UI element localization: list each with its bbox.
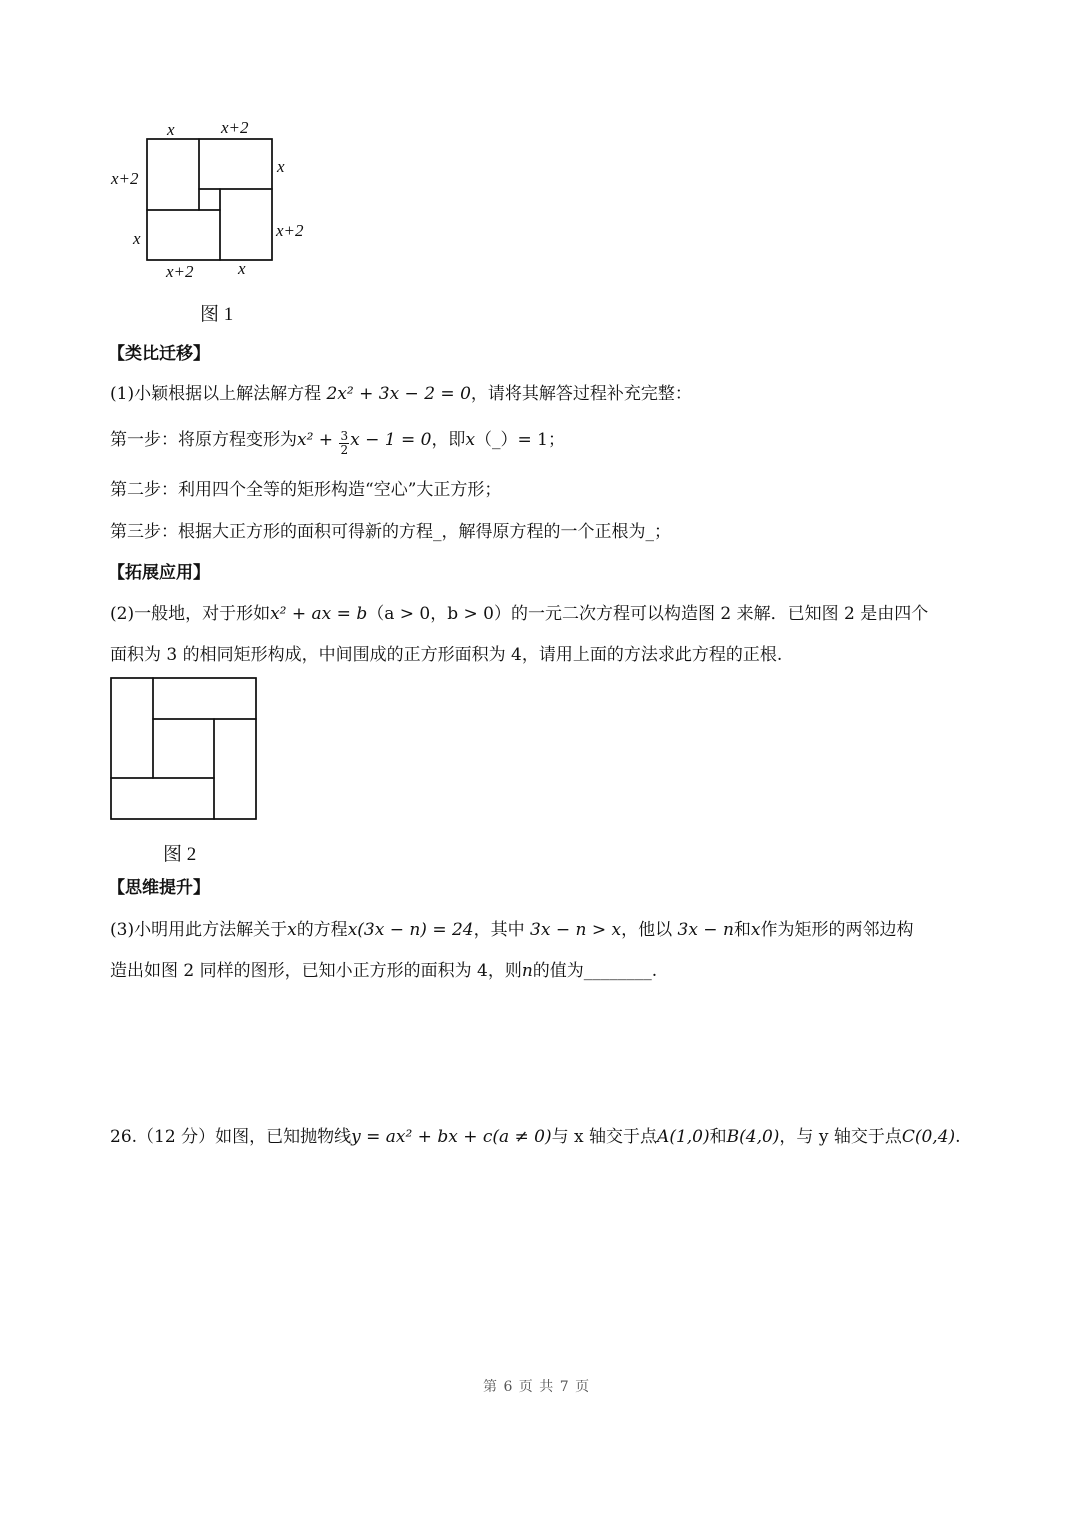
fig2-rect-bottom-right [214, 719, 256, 819]
fig1-label-right-upper: x [277, 157, 285, 176]
q26-point-c: C(0,4) [901, 1127, 956, 1147]
fig2-rect-top-left [111, 678, 153, 778]
q3-part-b: 的方程 [296, 920, 348, 940]
fig1-rect-bottom-left [147, 210, 220, 260]
step-3: 第三步：根据大正方形的面积可得新的方程_，解得原方程的一个正根为_； [110, 522, 671, 542]
step1-middle: ，即 [431, 430, 466, 450]
q2-condition: （a > 0，b > 0） [367, 604, 511, 624]
step-2: 第二步：利用四个全等的矩形构造“空心”大正方形； [110, 480, 502, 500]
step1-frac-num: 3 [340, 429, 349, 443]
q2-prefix: (2)一般地，对于形如 [110, 604, 271, 624]
fig1-label-top-left: x [167, 120, 175, 139]
heading-extension: 【拓展应用】 [108, 563, 210, 583]
q26-point-b: B(4,0) [726, 1127, 780, 1147]
question-26 [110, 1125, 961, 1149]
fig1-caption: 图 1 [200, 304, 234, 325]
q3-side: 3x − n [677, 920, 734, 940]
fig1-rect-top-right [199, 139, 272, 189]
fig2-rect-bottom-left [111, 778, 214, 819]
fig1-label-bottom-right: x [238, 259, 246, 278]
heading-thinking: 【思维提升】 [108, 878, 210, 898]
question-1 [110, 382, 692, 406]
fig1-label-top-right: x+2 [221, 118, 249, 137]
q3-equation: x(3x − n) = 24 [347, 920, 474, 940]
q3-var-x-2: x [750, 920, 761, 940]
q2-suffix: 的一元二次方程可以构造图 2 来解．已知图 2 是由四个 [510, 604, 929, 624]
q26-text-a: 26.（12 分）如图，已知抛物线 [110, 1127, 352, 1147]
fig2-rect-top-right [153, 678, 256, 719]
fig1-label-bottom-left: x+2 [166, 262, 194, 281]
step1-prefix: 第一步：将原方程变形为 [110, 430, 297, 450]
q3-var-x-1: x [287, 920, 297, 940]
question-2-line-1 [110, 602, 928, 626]
q3-inequality: 3x − n > x [530, 920, 622, 940]
q26-text-c: 和 [709, 1127, 727, 1147]
fig1-outer-square [147, 139, 272, 260]
step1-eq-tail: x − 1 = 0 [350, 430, 432, 450]
q26-text-d: ，与 y 轴交于点 [779, 1127, 902, 1147]
q1-prefix: (1)小颖根据以上解法解方程 [110, 384, 327, 404]
figure-2-diagram [0, 0, 1, 1]
fig1-label-left-lower: x [133, 229, 141, 248]
fig2-center-square [153, 719, 214, 778]
q3-part-e: 和 [733, 920, 751, 940]
fig1-center-square [199, 189, 220, 210]
fig2-caption: 图 2 [163, 844, 197, 865]
q3-line2-a: 造出如图 2 同样的图形，已知小正方形的面积为 4，则 [110, 961, 522, 981]
fig2-outer-square [111, 678, 256, 819]
heading-analogy: 【类比迁移】 [108, 344, 210, 364]
q3-var-n: n [521, 961, 533, 981]
page-footer: 第 6 页 共 7 页 [483, 1379, 591, 1395]
q1-suffix: ，请将其解答过程补充完整： [470, 384, 692, 404]
step-1 [110, 428, 565, 457]
q26-text-e: . [955, 1127, 961, 1147]
fig1-rect-top-left [147, 139, 199, 210]
question-2-line-2: 面积为 3 的相同矩形构成，中间围成的正方形面积为 4，请用上面的方法求此方程的正根. [110, 645, 783, 665]
q3-part-d: ，他以 [621, 920, 678, 940]
step1-eq-lead: x² + [297, 430, 339, 450]
q26-equation: y = ax² + bx + c(a ≠ 0) [351, 1127, 552, 1147]
fig1-label-right-lower: x+2 [276, 221, 304, 240]
step1-fraction [339, 430, 349, 457]
q3-part-a: (3)小明用此方法解关于 [110, 920, 288, 940]
q3-line2-b: 的值为________. [532, 961, 658, 981]
step1-var: x [465, 430, 476, 450]
q26-text-b: 与 x 轴交于点 [551, 1127, 658, 1147]
step1-blank: （_） [475, 430, 518, 450]
q1-equation: 2x² + 3x − 2 = 0 [326, 384, 471, 404]
question-3-line-1 [110, 918, 914, 942]
fig1-rect-bottom-right [220, 189, 272, 260]
step1-rhs: = 1； [517, 430, 565, 450]
question-3-line-2 [110, 959, 657, 983]
step1-frac-den: 2 [340, 443, 349, 457]
fig1-label-left-upper: x+2 [111, 169, 139, 188]
q26-point-a: A(1,0) [657, 1127, 710, 1147]
q3-part-f: 作为矩形的两邻边构 [760, 920, 914, 940]
q2-form: x² + ax = b [270, 604, 368, 624]
q3-part-c: ，其中 [473, 920, 531, 940]
